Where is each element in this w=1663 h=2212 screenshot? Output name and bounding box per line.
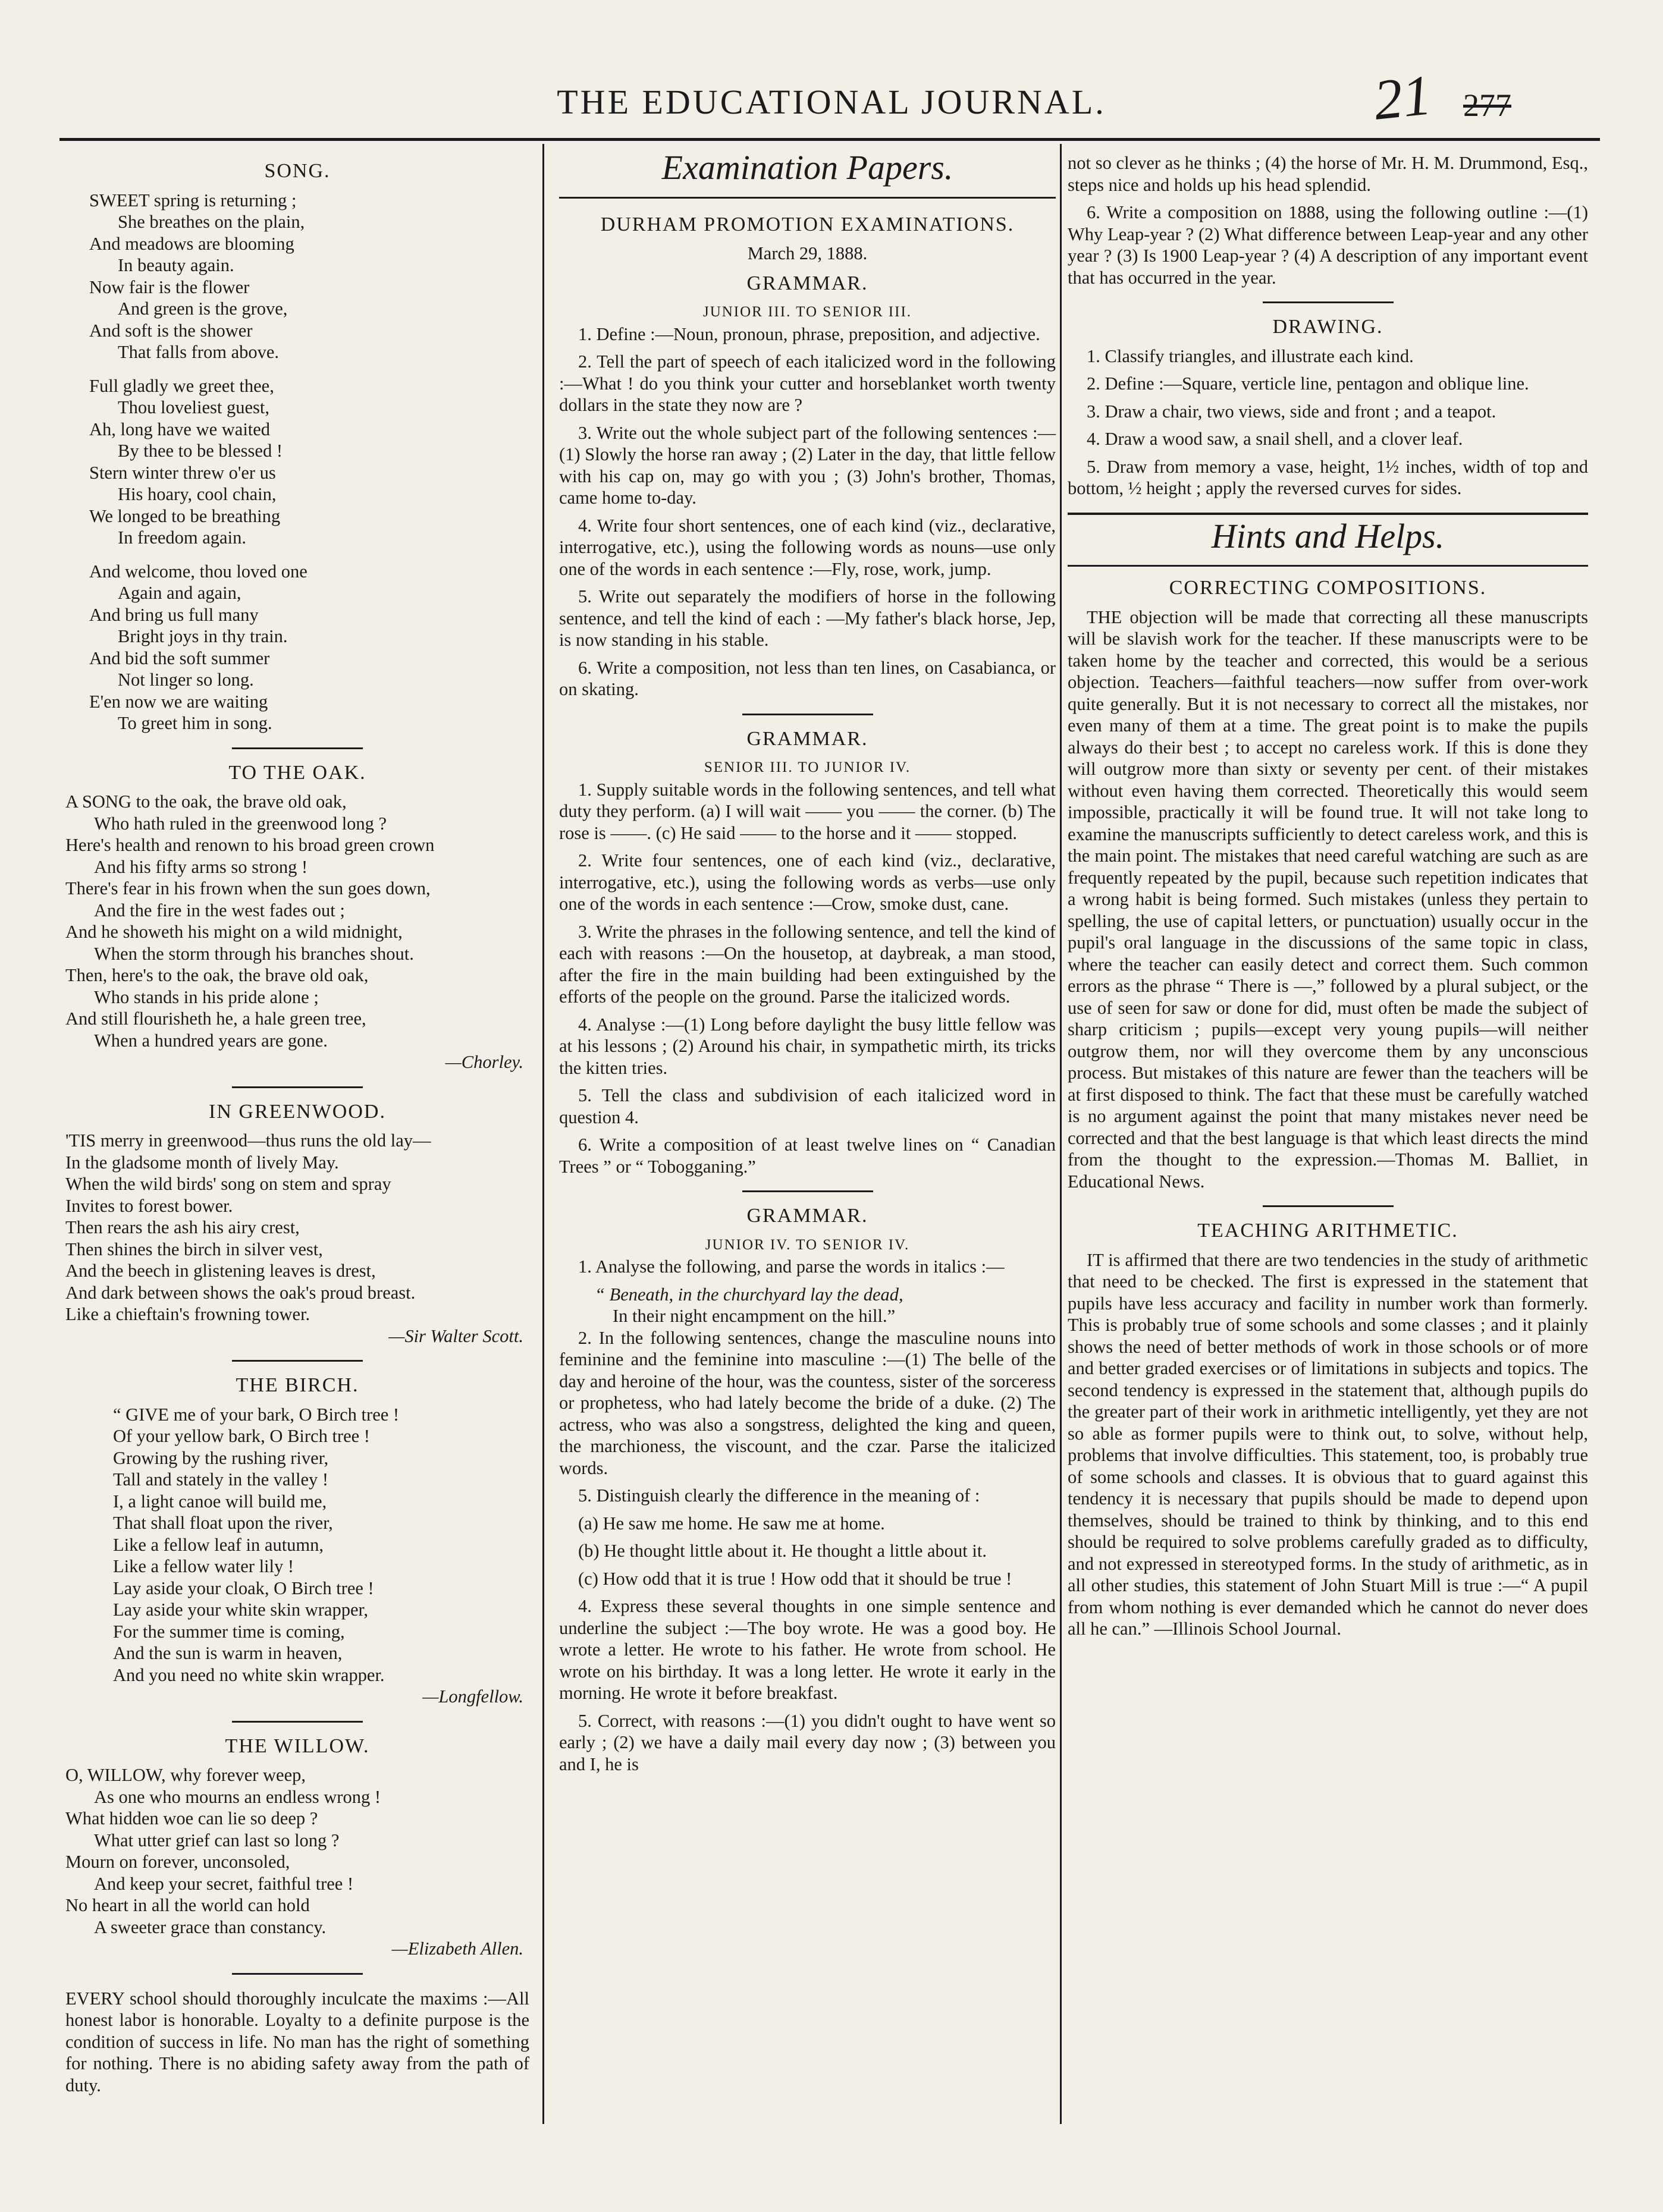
- question: 1. Define :—Noun, pronoun, phrase, preposition, and adjective.: [578, 323, 1040, 344]
- poem-line: Like a chieftain's frowning tower.: [65, 1304, 310, 1324]
- grammar-title-2: GRAMMAR.: [746, 727, 868, 750]
- poem-line: SWEET spring is returning ;: [89, 190, 297, 210]
- poem-line: Growing by the rushing river,: [113, 1447, 329, 1468]
- poem-line: And bid the soft summer: [89, 648, 270, 668]
- question: 1. Classify triangles, and illustrate each kind.: [1087, 345, 1414, 366]
- correcting-title: CORRECTING COMPOSITIONS.: [1169, 577, 1487, 599]
- poem-line: Again and again,: [118, 583, 241, 603]
- separator: [742, 1190, 873, 1192]
- separator: [232, 747, 363, 749]
- poem-line: When a hundred years are gone.: [94, 1030, 328, 1051]
- poem-line: That falls from above.: [118, 342, 280, 362]
- question: 5. Draw from memory a vase, height, 1½ inches, width of top and bottom, ½ height ; apply the reversed curves for sides.: [1068, 456, 1588, 498]
- grammar-title-3: GRAMMAR.: [746, 1205, 868, 1227]
- poem-line: Tall and stately in the valley !: [113, 1469, 329, 1490]
- poem-line: Lay aside your white skin wrapper,: [113, 1600, 369, 1620]
- question-item: (c) How odd that it is true ! How odd that it should be true !: [578, 1568, 1012, 1589]
- oak-title: TO THE OAK.: [228, 761, 366, 784]
- question: 2. In the following sentences, change the masculine nouns into feminine and the feminine into masculine :—(1) The belle of the day and heroine of the hour, was the countess, sister of the sorceress or prophetess, who had lately become the bride of a duke. (2) The actress, who was also a songstress, delighted the king and queen, the marchioness, the viscount, and the czar. Parse the italicized words.: [559, 1327, 1056, 1478]
- examination-papers-heading: Examination Papers.: [661, 148, 953, 187]
- poem-line: As one who mourns an endless wrong !: [94, 1786, 381, 1807]
- correcting-text: THE objection will be made that correcting all these manuscripts will be slavish work for the teacher. If these manuscripts were to be taken home by the teacher and corrected, this would be a serious objection. Teachers—faithful teachers—now suffer from over-work quite generally. But it is not necessary to correct all the mistakes, nor even many of them at a time. The great point is to make the pupils always do their best ; to accept no careless work. If this is done they will outgrow more than sixty or seventy per cent. of their mistakes without even having them corrected. Theoretically this would seem impossible, practically it will be found true. It will not take long to examine the manuscripts sufficiently to detect careless work, and this is the main point. The mistakes that need careful watching are such as are frequently repeated by the pupil, because such repetition indicates that a wrong habit is being formed. Such mistakes (unless they pertain to spelling, the use of capital letters, or punctuation) usually occur in the pupil's oral language in the discussions of the same topic in class, where the teacher can easily detect and correct them. Such common errors as the phrase “ There is —,” followed by a plural subject, or the use of seen for saw or done for did, must often be made the subject of sharp criticism ; pupils—except very young pupils—will neither outgrow them, nor will they overcome them by any unconscious process. But mistakes of this nature are fewer than the teachers will be at first disposed to think. The fact that these must be carefully watched is no argument against the point that many mistakes never need be corrected and that the best language is that which least directs the mind from the thought to the expression.—Thomas M. Balliet, in Educational News.: [1068, 607, 1588, 1192]
- poem-line: Of your yellow bark, O Birch tree !: [113, 1426, 370, 1446]
- poem-line: And keep your secret, faithful tree !: [94, 1873, 354, 1894]
- separator: [742, 714, 873, 715]
- poem-line: We longed to be breathing: [89, 505, 281, 526]
- poem-line: In beauty again.: [118, 255, 234, 275]
- poem-line: What utter grief can last so long ?: [94, 1830, 340, 1850]
- maxims-paragraph: EVERY school should thoroughly inculcate the maxims :—All honest labor is honorable. Loyalty to a definite purpose is the condition of success in life. No man has the right of something for nothing. There is no abiding safety away from the path of duty.: [65, 1988, 529, 2095]
- poem-line: Then rears the ash his airy crest,: [65, 1217, 300, 1237]
- song-poem: [89, 190, 529, 734]
- song-stanza-1: [89, 190, 529, 363]
- poem-line: And the beech in glistening leaves is drest,: [65, 1261, 376, 1281]
- continued-text: not so clever as he thinks ; (4) the horse of Mr. H. M. Drummond, Esq., steps nice and holds up his head splendid.: [1068, 153, 1588, 195]
- question: 6. Write a composition on 1888, using the following outline :—(1) Why Leap-year ? (2) What difference between Leap-year and any other year ? (3) Is 1900 Leap-year ? (4) A description of any important event that has occurred in the year.: [1068, 202, 1588, 288]
- poem-line: Invites to forest bower.: [65, 1195, 233, 1216]
- grammar-sub-1: JUNIOR III. TO SENIOR III.: [702, 304, 912, 320]
- question: 1. Supply suitable words in the following sentences, and tell what duty they perform. (a) I will wait —— you —— the corner. (b) The rose is ——. (c) He said —— to the horse and it —— stopped.: [559, 779, 1056, 843]
- question: 3. Write the phrases in the following sentence, and tell the kind of each with reasons :—On the housetop, at daybreak, a man stood, after the fire in the main building had been extinguished by the efforts of the people on the ground. Parse the italicized words.: [559, 921, 1056, 1007]
- poem-line: Now fair is the flower: [89, 276, 250, 297]
- grammar-sub-2: SENIOR III. TO JUNIOR IV.: [704, 759, 911, 775]
- question: 3. Write out the whole subject part of the following sentences :—(1) Slowly the horse ran away ; (2) Later in the day, that little fellow with his cap on, may go with you ; (3) John's brother, Thomas, came home to-day.: [559, 422, 1056, 508]
- greenwood-poem: [65, 1130, 529, 1325]
- poem-line: A SONG to the oak, the brave old oak,: [65, 791, 347, 812]
- poem-line: “ GIVE me of your bark, O Birch tree !: [113, 1404, 400, 1425]
- poem-line: Not linger so long.: [118, 670, 254, 690]
- poem-line: And still flourisheth he, a hale green tree,: [65, 1008, 366, 1029]
- poem-line: Full gladly we greet thee,: [89, 375, 274, 396]
- poem-line: In the gladsome month of lively May.: [65, 1152, 339, 1173]
- question: 1. Analyse the following, and parse the words in italics :—: [578, 1256, 1005, 1277]
- poem-line: In freedom again.: [118, 527, 246, 548]
- poem-line: For the summer time is coming,: [113, 1621, 345, 1642]
- poem-line: Bright joys in thy train.: [118, 626, 288, 646]
- column-2: [559, 148, 1056, 1781]
- masthead: THE EDUCATIONAL JOURNAL.: [557, 83, 1106, 121]
- column-1: [65, 152, 529, 2102]
- question: 4. Express these several thoughts in one simple sentence and underline the subject :—The boy wrote. He was a good boy. He wrote a letter. He wrote to his father. He wrote from school. He wrote on his birthday. It was a long letter. He wrote it early in the morning. He wrote it before breakfast.: [559, 1596, 1056, 1703]
- poem-line: Who hath ruled in the greenwood long ?: [94, 813, 387, 834]
- poem-line: There's fear in his frown when the sun goes down,: [65, 878, 431, 898]
- grammar-sub-3: JUNIOR IV. TO SENIOR IV.: [705, 1236, 910, 1253]
- hints-and-helps-heading: Hints and Helps.: [1211, 516, 1445, 555]
- question-item: (a) He saw me home. He saw me at home.: [578, 1513, 885, 1534]
- separator: [232, 1721, 363, 1723]
- poem-line: Then, here's to the oak, the brave old oak,: [65, 965, 369, 985]
- poem-line: She breathes on the plain,: [118, 212, 305, 232]
- poem-line: And the fire in the west fades out ;: [94, 900, 345, 920]
- poem-line: No heart in all the world can hold: [65, 1895, 310, 1915]
- separator: [232, 1360, 363, 1362]
- poem-line: To greet him in song.: [118, 713, 272, 733]
- poem-line: By thee to be blessed !: [118, 441, 283, 461]
- exam-date: March 29, 1888.: [747, 243, 868, 263]
- poem-line: That shall float upon the river,: [113, 1513, 333, 1533]
- quote-line: In their night encampment on the hill.”: [613, 1306, 896, 1326]
- separator: [1263, 301, 1394, 303]
- song-stanza-3: [89, 561, 529, 734]
- poem-line: Lay aside your cloak, O Birch tree !: [113, 1578, 374, 1598]
- poem-line: And he showeth his might on a wild midnight,: [65, 922, 403, 942]
- poem-line: And his fifty arms so strong !: [94, 856, 308, 877]
- birch-poem: [113, 1404, 529, 1686]
- column-rule-2: [1060, 144, 1062, 2124]
- question: 5. Write out separately the modifiers of horse in the following sentence, and tell the kind of each : —My father's black horse, Jep, is now standing in his stable.: [559, 586, 1056, 650]
- quote-line: “ Beneath, in the churchyard lay the dead,: [595, 1284, 903, 1305]
- question: 5. Correct, with reasons :—(1) you didn't ought to have went so early ; (2) we have a daily mail every day now ; (3) between you and I, he is: [559, 1710, 1056, 1774]
- question: 5. Tell the class and subdivision of each italicized word in question 4.: [559, 1085, 1056, 1127]
- question: 5. Distinguish clearly the difference in the meaning of :: [578, 1485, 980, 1506]
- question: 2. Write four sentences, one of each kind (viz., declarative, interrogative, etc.), using the following words as verbs—use only one of the words in each sentence :—Crow, smoke dust, cane.: [559, 850, 1056, 914]
- section-rule: [1068, 513, 1588, 515]
- poem-line: And meadows are blooming: [89, 233, 294, 254]
- poem-line: Like a fellow leaf in autumn,: [113, 1534, 324, 1555]
- poem-line: O, WILLOW, why forever weep,: [65, 1765, 306, 1785]
- header-rule: [59, 138, 1600, 141]
- poem-line: A sweeter grace than constancy.: [94, 1916, 327, 1937]
- poem-line: When the storm through his branches shout.: [94, 943, 414, 964]
- poem-line: E'en now we are waiting: [89, 691, 268, 712]
- heading-rule: [1068, 565, 1588, 567]
- poem-line: Like a fellow water lily !: [113, 1556, 294, 1576]
- poem-line: And welcome, thou loved one: [89, 561, 308, 582]
- oak-author: —Chorley.: [445, 1052, 523, 1072]
- question: 6. Write a composition, not less than ten lines, on Casabianca, or on skating.: [559, 657, 1056, 699]
- poem-line: And green is the grove,: [118, 299, 288, 319]
- poem-line: Then shines the birch in silver vest,: [65, 1239, 323, 1259]
- poem-line: His hoary, cool chain,: [118, 484, 277, 504]
- willow-title: THE WILLOW.: [225, 1735, 370, 1757]
- poem-line: Thou loveliest guest,: [118, 397, 269, 417]
- willow-poem: [65, 1764, 529, 1938]
- arithmetic-text: IT is affirmed that there are two tendencies in the study of arithmetic that need to be checked. The first is expressed in the statement that pupils have less accuracy and facility in number work than formerly. This is probably true of some schools and some classes ; and it plainly shows the need of better methods of work in those schools or of more and better graded exercises or of limitations in subjects and topics. The second tendency is expressed in the statement that, although pupils do the greater part of their work in arithmetic intelligently, yet they are not so able as former pupils were to think out, to solve, without help, problems that involve difficulties. This statement, too, is probably true of some schools and classes. It is obvious that to guard against this tendency it is necessary that pupils should be made to depend upon themselves, should be trained to think by thinking, and to this end should be required to solve problems carefully graded as to difficulty, and not expressed in stereotyped forms. In the study of arithmetic, as in all other studies, this statement of John Stuart Mill is true :—“ A pupil from whom nothing is ever demanded which he cannot do never does all he can.” —Illinois School Journal.: [1068, 1249, 1588, 1639]
- poem-line: And the sun is warm in heaven,: [113, 1643, 343, 1663]
- heading-rule: [559, 197, 1056, 199]
- question: 3. Draw a chair, two views, side and front ; and a teapot.: [1087, 401, 1496, 422]
- question: 6. Write a composition of at least twelve lines on “ Canadian Trees ” or “ Tobogganing.”: [559, 1135, 1056, 1177]
- poem-line: And you need no white skin wrapper.: [113, 1664, 385, 1685]
- question-item: (b) He thought little about it. He thought a little about it.: [578, 1541, 987, 1561]
- drawing-title: DRAWING.: [1272, 316, 1383, 338]
- question: 4. Analyse :—(1) Long before daylight the busy little fellow was at his lessons ; (2) Around his chair, in sympathetic mirth, its tricks the kitten tries.: [559, 1014, 1056, 1078]
- poem-line: Stern winter threw o'er us: [89, 462, 276, 483]
- question: 2. Define :—Square, verticle line, pentagon and oblique line.: [1087, 373, 1529, 394]
- exam-title: DURHAM PROMOTION EXAMINATIONS.: [600, 213, 1015, 235]
- birch-author: —Longfellow.: [422, 1686, 523, 1707]
- separator: [232, 1086, 363, 1088]
- question: 2. Tell the part of speech of each italicized word in the following :—What ! do you think your cutter and horseblanket worth twenty dollars in the state they now are ?: [559, 351, 1056, 415]
- song-stanza-2: [89, 375, 529, 549]
- poem-line: And soft is the shower: [89, 320, 253, 341]
- separator: [1263, 1205, 1394, 1207]
- poem-line: Who stands in his pride alone ;: [94, 986, 319, 1007]
- question: 4. Write four short sentences, one of each kind (viz., declarative, interrogative, etc.), using the following words as nouns—use only one of the words in each sentence :—Fly, rose, work, jump.: [559, 515, 1056, 579]
- arithmetic-title: TEACHING ARITHMETIC.: [1197, 1220, 1458, 1242]
- poem-line: What hidden woe can lie so deep ?: [65, 1808, 318, 1828]
- question: 4. Draw a wood saw, a snail shell, and a clover leaf.: [1087, 429, 1463, 449]
- greenwood-title: IN GREENWOOD.: [209, 1100, 386, 1123]
- birch-title: THE BIRCH.: [236, 1374, 359, 1396]
- poem-line: 'TIS merry in greenwood—thus runs the old lay—: [65, 1130, 431, 1151]
- poem-line: And bring us full many: [89, 604, 259, 625]
- page-number: 21: [1370, 62, 1435, 132]
- column-rule-1: [542, 144, 544, 2124]
- column-3: [1068, 152, 1588, 1646]
- separator: [232, 1973, 363, 1975]
- poem-line: And dark between shows the oak's proud breast.: [65, 1282, 416, 1303]
- quoted-verse: [559, 1284, 1056, 1327]
- greenwood-author: —Sir Walter Scott.: [388, 1325, 523, 1346]
- poem-line: Ah, long have we waited: [89, 419, 271, 439]
- willow-author: —Elizabeth Allen.: [391, 1938, 523, 1959]
- poem-line: I, a light canoe will build me,: [113, 1491, 327, 1512]
- oak-poem: [65, 791, 529, 1051]
- poem-line: When the wild birds' song on stem and spray: [65, 1174, 391, 1194]
- poem-line: Mourn on forever, unconsoled,: [65, 1852, 290, 1872]
- poem-line: Here's health and renown to his broad green crown: [65, 835, 435, 855]
- old-page-number: 277: [1463, 87, 1511, 123]
- grammar-title-1: GRAMMAR.: [746, 272, 868, 294]
- song-title: SONG.: [264, 160, 331, 182]
